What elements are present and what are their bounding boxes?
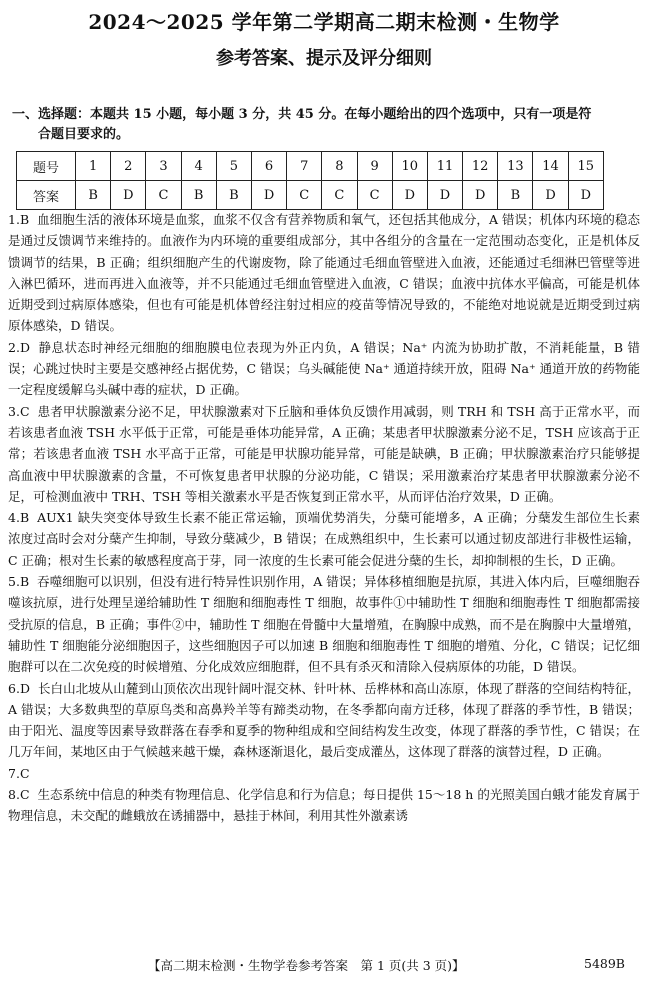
answer-cell: B bbox=[498, 181, 533, 210]
explanation-item bbox=[8, 401, 640, 507]
item-text: 长白山北坡从山麓到山顶依次出现针阔叶混交林、针叶林、岳桦林和高山冻原，体现了群落的空间结构特征，A 错误；大多数典型的草原鸟类和高鼻羚羊等有蹄类动物，在冬季都向南方迁移，体现了群落的季节性，B 错误；由于阳光、温度等因素导致群落在春季和夏季的物种组成和空间结构发生改变，体现了群落的季节性，C 错误；在几万年间，某地区由于气候越来越干燥，森林逐渐退化，最后变成灌丛，这体现了群落的演替过程，D 正确。 bbox=[8, 680, 640, 760]
explanation-item bbox=[8, 209, 640, 337]
question-number: 10 bbox=[392, 152, 427, 181]
item-text: 生态系统中信息的种类有物理信息、化学信息和行为信息；每日提供 15～18 h 的光照美国白蛾才能发育属于物理信息，未交配的雌蛾放在诱捕器中，悬挂于林间，利用其性外激素诱 bbox=[8, 787, 640, 824]
question-number: 3 bbox=[146, 152, 181, 181]
item-answer: C bbox=[19, 765, 30, 781]
explanation-item bbox=[8, 678, 640, 763]
item-number: 1. bbox=[8, 212, 20, 227]
item-number: 6. bbox=[8, 680, 20, 696]
explanations bbox=[8, 209, 640, 827]
item-answer: C bbox=[19, 787, 30, 803]
item-text: 吞噬细胞可以识别，但没有进行特异性识别作用，A 错误；异体移植细胞是抗原，其进入体内后，巨噬细胞吞噬该抗原，进行处理呈递给辅助性 T 细胞和细胞毒性 T 细胞，故事件①中辅助性 T 细胞和细胞毒性 T 细胞都需接受抗原的信息，B 正确；事件②中，辅助性 T 细胞在骨髓中大量增殖，在胸腺中成熟，而不是在胸腺中大量增殖，辅助性 T 细胞能分泌细胞因子，这些细胞因子可以加速 B 细胞和细胞毒性 T 细胞的增殖、分化，C 错误；记忆细胞群可以在二次免疫的时候增殖、分化成效应细胞群，但不具有杀灭和清除入侵病原体的功能，D 错误。 bbox=[8, 574, 640, 675]
question-number: 2 bbox=[111, 152, 146, 181]
item-answer: D bbox=[19, 680, 30, 696]
answer-cell: D bbox=[427, 181, 462, 210]
number-row-label: 题号 bbox=[17, 152, 76, 181]
answer-cell: D bbox=[568, 181, 603, 210]
question-number: 15 bbox=[568, 152, 603, 181]
answer-cell: C bbox=[322, 181, 357, 210]
answer-cell: C bbox=[146, 181, 181, 210]
item-text: 血细胞生活的液体环境是血浆，血浆不仅含有营养物质和氧气，还包括其他成分，A 错误；机体内环境的稳态是通过反馈调节来维持的。血液作为内环境的重要组成部分，其中各组分的含量在一定范围动态变化，正是机体反馈调节的结果，B 正确；组织细胞产生的代谢废物，除了能通过毛细血管壁进入血液，还能通过毛细淋巴管壁等进入淋巴循环，进而再进入血液等，并不只能通过毛细血管壁进入血液，C 错误；血液中抗体水平偏高，可能是机体近期受到过病原体感染，但也有可能是机体曾经注射过相应的疫苗等情况导致的，不能绝对地说就是近期受到过病原体感染，D 错误。 bbox=[8, 212, 640, 334]
item-text: AUX1 缺失突变体导致生长素不能正常运输，顶端优势消失，分蘖可能增多，A 正确；分蘖发生部位生长素浓度过高时会对分蘖产生抑制，导致分蘖减少，B 错误；在成熟组织中，生长素可以通过韧皮部进行非极性运输，C 正确；根对生长素的敏感程度高于芽，同一浓度的生长素可能会促进分蘖的生长，却抑制根的生长，D 正确。 bbox=[8, 510, 640, 568]
item-answer: B bbox=[19, 574, 30, 590]
answer-cell: B bbox=[76, 181, 111, 210]
question-number: 11 bbox=[427, 152, 462, 181]
page-subtitle: 参考答案、提示及评分细则 bbox=[216, 48, 432, 69]
answer-row-label: 答案 bbox=[17, 181, 76, 210]
section-heading-line1: 一、选择题：本题共 15 小题，每小题 3 分，共 45 分。在每小题给出的四个选项中，只有一项是符 bbox=[12, 107, 592, 122]
item-answer: B bbox=[19, 510, 30, 526]
page-title: 2024～2025 学年第二学期高二期末检测・生物学 bbox=[88, 10, 560, 34]
section-heading bbox=[12, 105, 640, 145]
answer-cell: B bbox=[181, 181, 216, 210]
explanation-item bbox=[8, 507, 640, 571]
item-text: 静息状态时神经元细胞的细胞膜电位表现为外正内负，A 错误；Na⁺ 内流为协助扩散，不消耗能量，B 错误；心跳过快时主要是交感神经占据优势，C 错误；乌头碱能使 Na⁺ 通道持续开放，阻碍 Na⁺ 通道开放的药物能一定程度缓解乌头碱中毒的症状，D 正确。 bbox=[8, 339, 640, 398]
item-answer: B bbox=[19, 212, 30, 227]
explanation-item bbox=[8, 337, 640, 401]
answer-cell: D bbox=[111, 181, 146, 210]
answer-cell: C bbox=[357, 181, 392, 210]
question-number: 9 bbox=[357, 152, 392, 181]
answer-cell: D bbox=[463, 181, 498, 210]
question-number: 4 bbox=[181, 152, 216, 181]
question-number: 13 bbox=[498, 152, 533, 181]
question-number: 14 bbox=[533, 152, 568, 181]
item-number: 7. bbox=[8, 765, 20, 781]
item-answer: C bbox=[19, 403, 30, 419]
answer-table-answer-row bbox=[17, 181, 604, 210]
item-number: 2. bbox=[8, 339, 20, 355]
explanation-item bbox=[8, 571, 640, 677]
item-number: 3. bbox=[8, 403, 20, 419]
question-number: 7 bbox=[287, 152, 322, 181]
item-answer: D bbox=[19, 339, 30, 355]
answer-cell: B bbox=[216, 181, 251, 210]
item-number: 8. bbox=[8, 787, 20, 803]
answer-cell: D bbox=[533, 181, 568, 210]
section-heading-line2: 合题目要求的。 bbox=[38, 127, 130, 142]
answer-table bbox=[16, 151, 604, 210]
question-number: 8 bbox=[322, 152, 357, 181]
answer-cell: D bbox=[251, 181, 286, 210]
question-number: 6 bbox=[251, 152, 286, 181]
answer-cell: C bbox=[287, 181, 322, 210]
question-number: 5 bbox=[216, 152, 251, 181]
answer-table-number-row bbox=[17, 152, 604, 181]
question-number: 1 bbox=[76, 152, 111, 181]
answer-cell: D bbox=[392, 181, 427, 210]
item-number: 5. bbox=[8, 574, 20, 590]
item-number: 4. bbox=[8, 510, 20, 526]
footer-code: 5489B bbox=[584, 956, 625, 971]
question-number: 12 bbox=[463, 152, 498, 181]
footer-page-info: 【高二期末检测・生物学卷参考答案 第 1 页(共 3 页)】 bbox=[148, 958, 465, 973]
explanation-item bbox=[8, 784, 640, 827]
explanation-item bbox=[8, 763, 640, 784]
item-text: 患者甲状腺激素分泌不足，甲状腺激素对下丘脑和垂体负反馈作用减弱，则 TRH 和 TSH 高于正常水平，而若该患者血液 TSH 水平低于正常，可能是垂体功能异常，A 正确；某患者甲状腺激素分泌不足，TSH 应该高于正常；若该患者血液 TSH 水平高于正常，可能是甲状腺功能异常，可能是缺碘，B 正确；甲状腺激素治疗只能够提高血液中甲状腺激素的含量，不可恢复患者甲状腺的分泌功能，C 错误；采用激素治疗某患者甲状腺激素分泌不足，可检测血液中 TRH、TSH 等相关激素水平是否恢复到正常水平，从而评估治疗效果，D 正确。 bbox=[8, 403, 640, 504]
